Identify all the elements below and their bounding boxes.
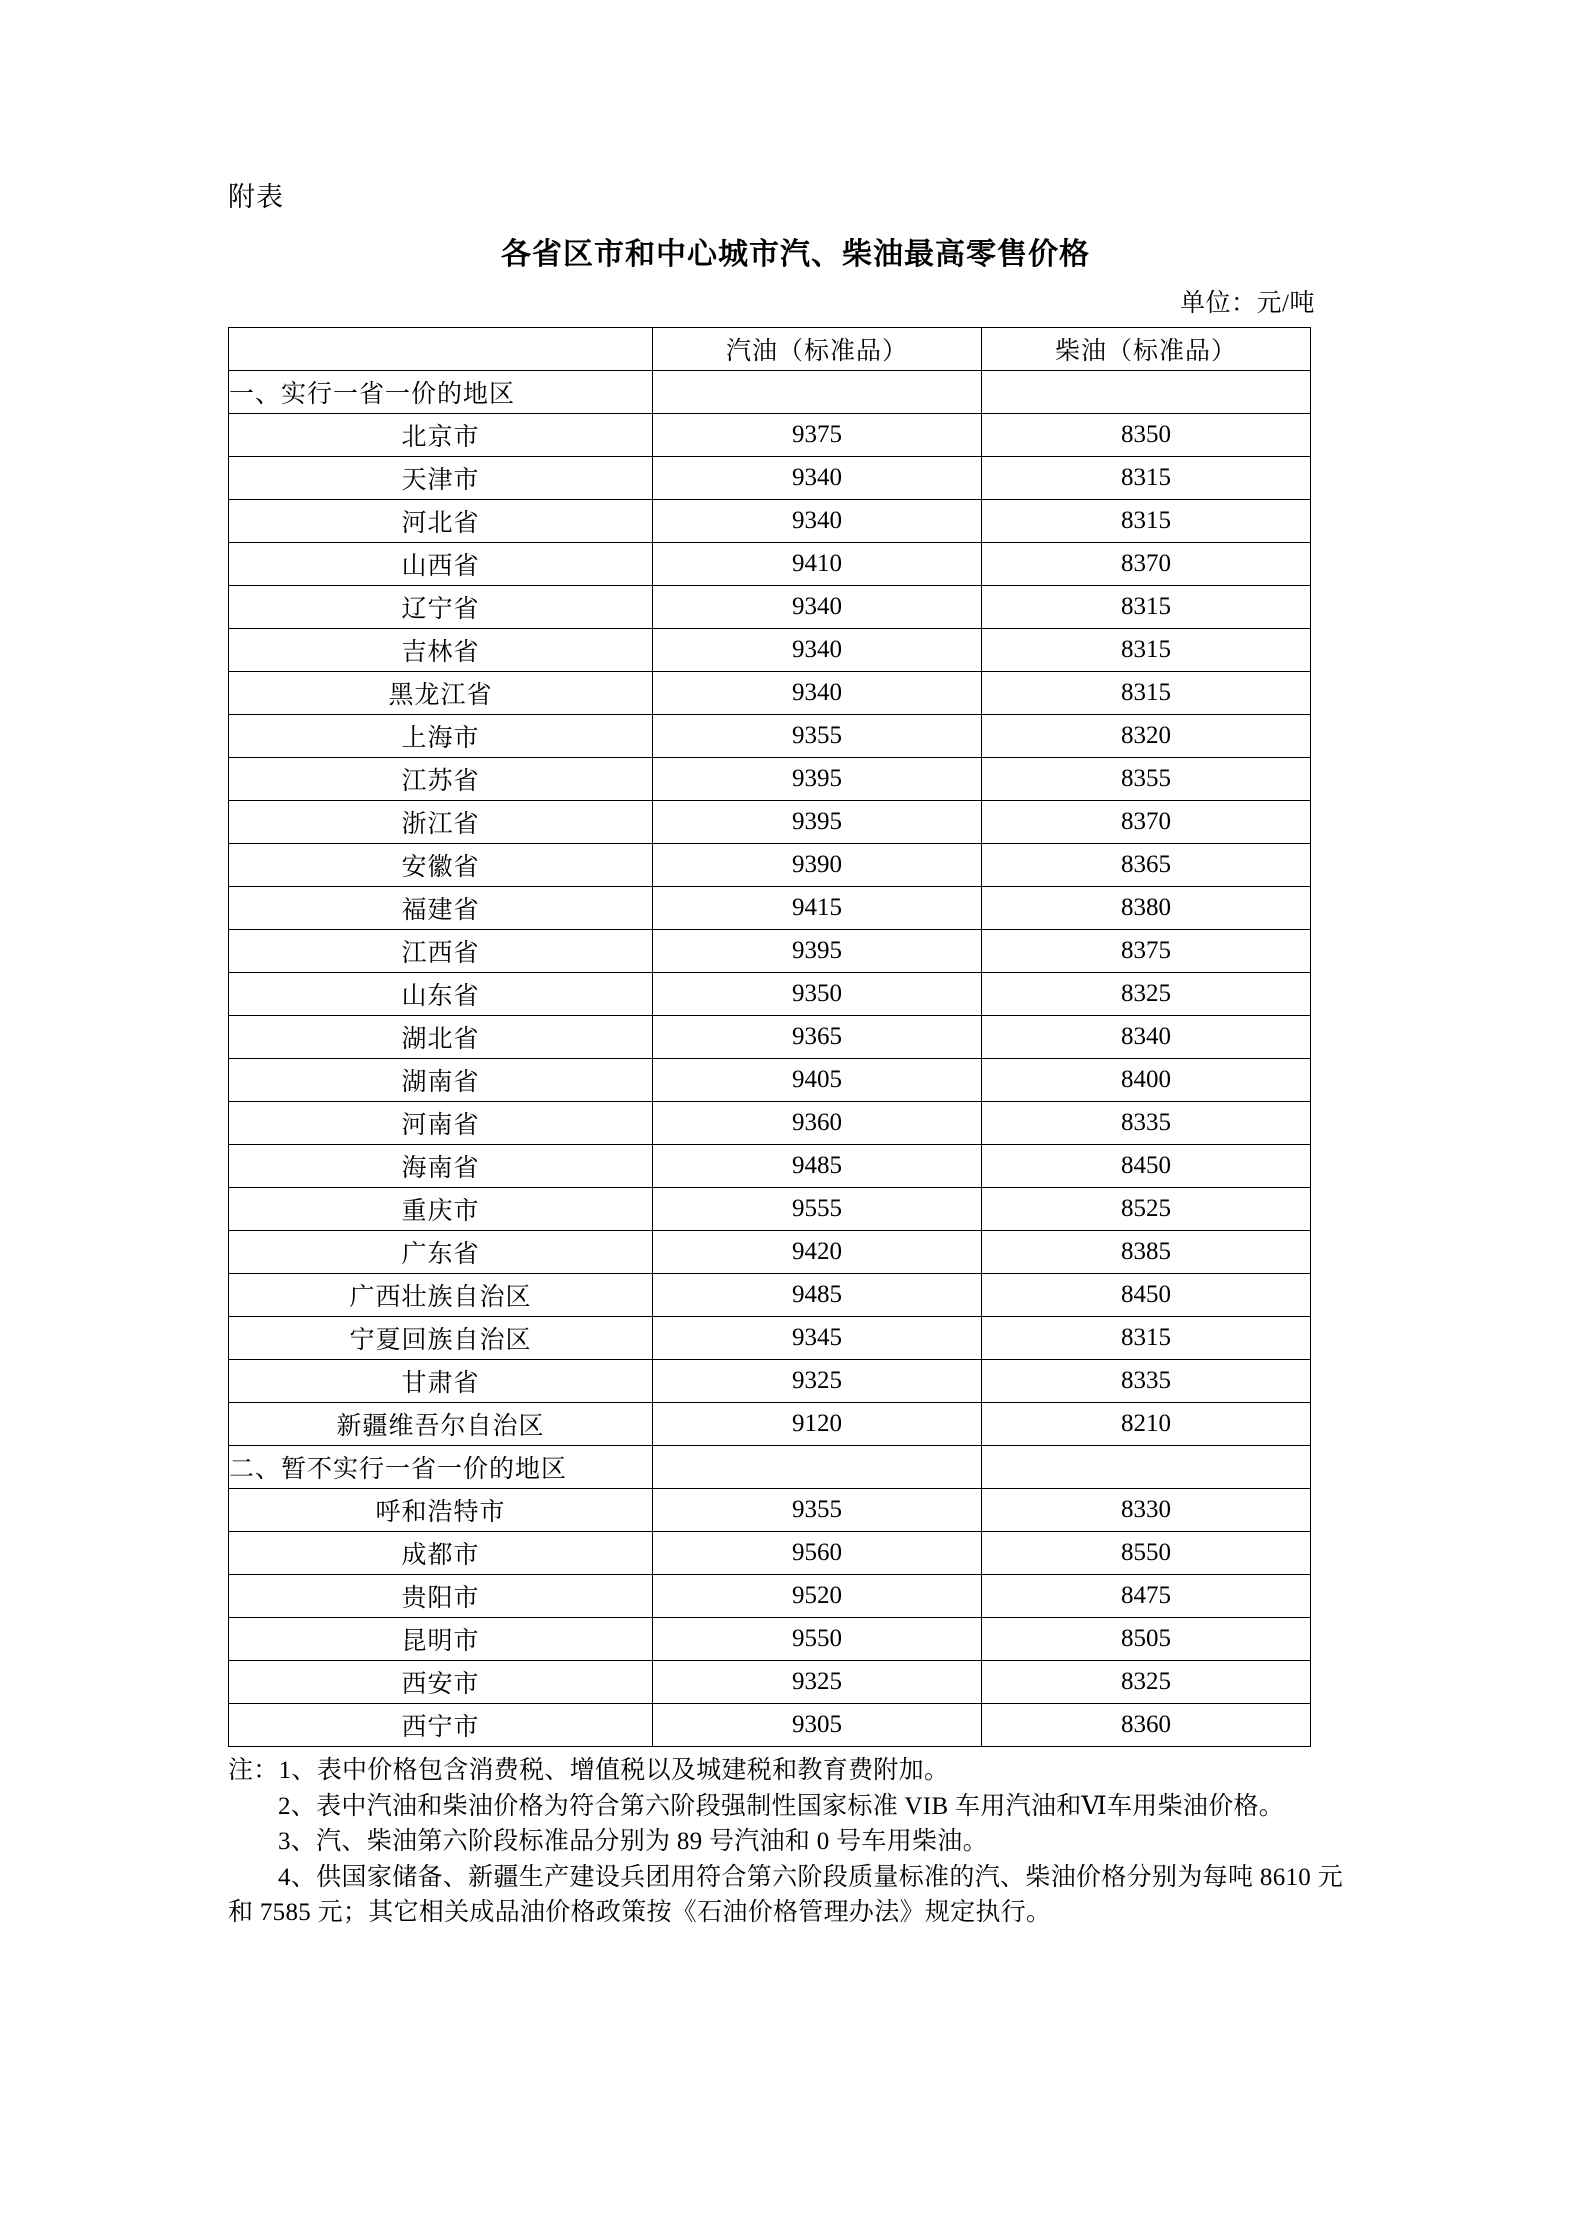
section-empty-cell: [982, 371, 1311, 414]
diesel-price: 8320: [982, 715, 1311, 758]
gasoline-price: 9350: [653, 973, 982, 1016]
table-row: [229, 1231, 1311, 1274]
gasoline-price: 9355: [653, 1489, 982, 1532]
table-section-row: [229, 1446, 1311, 1489]
header-diesel: 柴油（标准品）: [982, 328, 1311, 371]
diesel-price: 8375: [982, 930, 1311, 973]
gasoline-price: 9410: [653, 543, 982, 586]
note-item: 4、供国家储备、新疆生产建设兵团用符合第六阶段质量标准的汽、柴油价格分别为每吨 8610 元和 7585 元；其它相关成品油价格政策按《石油价格管理办法》规定执行。: [228, 1863, 1343, 1927]
gasoline-price: 9550: [653, 1618, 982, 1661]
gasoline-price: 9345: [653, 1317, 982, 1360]
table-row: [229, 887, 1311, 930]
table-row: [229, 973, 1311, 1016]
gasoline-price: 9120: [653, 1403, 982, 1446]
gasoline-price: 9485: [653, 1145, 982, 1188]
note-item: 2、表中汽油和柴油价格为符合第六阶段强制性国家标准 VIB 车用汽油和Ⅵ车用柴油价格。: [278, 1792, 1285, 1820]
diesel-price: 8365: [982, 844, 1311, 887]
note-item: 注：1、表中价格包含消费税、增值税以及城建税和教育费附加。: [228, 1757, 950, 1785]
table-header-row: [229, 328, 1311, 371]
diesel-price: 8315: [982, 672, 1311, 715]
region-name: 湖北省: [229, 1016, 653, 1059]
table-section-row: [229, 371, 1311, 414]
table-row: [229, 1403, 1311, 1446]
table-row: [229, 586, 1311, 629]
region-name: 湖南省: [229, 1059, 653, 1102]
table-row: [229, 715, 1311, 758]
region-name: 上海市: [229, 715, 653, 758]
region-name: 黑龙江省: [229, 672, 653, 715]
table-row: [229, 1532, 1311, 1575]
gasoline-price: 9520: [653, 1575, 982, 1618]
gasoline-price: 9485: [653, 1274, 982, 1317]
table-row: [229, 1102, 1311, 1145]
region-name: 浙江省: [229, 801, 653, 844]
region-name: 河南省: [229, 1102, 653, 1145]
table-row: [229, 1016, 1311, 1059]
table-row: [229, 1059, 1311, 1102]
table-row: [229, 1704, 1311, 1747]
section-title: 一、实行一省一价的地区: [229, 371, 653, 414]
region-name: 宁夏回族自治区: [229, 1317, 653, 1360]
gasoline-price: 9340: [653, 457, 982, 500]
gasoline-price: 9360: [653, 1102, 982, 1145]
gasoline-price: 9340: [653, 672, 982, 715]
region-name: 广东省: [229, 1231, 653, 1274]
region-name: 成都市: [229, 1532, 653, 1575]
diesel-price: 8315: [982, 586, 1311, 629]
gasoline-price: 9375: [653, 414, 982, 457]
table-row: [229, 1661, 1311, 1704]
region-name: 江西省: [229, 930, 653, 973]
region-name: 山东省: [229, 973, 653, 1016]
section-title: 二、暂不实行一省一价的地区: [229, 1446, 653, 1489]
diesel-price: 8315: [982, 457, 1311, 500]
gasoline-price: 9355: [653, 715, 982, 758]
gasoline-price: 9555: [653, 1188, 982, 1231]
region-name: 新疆维吾尔自治区: [229, 1403, 653, 1446]
region-name: 西宁市: [229, 1704, 653, 1747]
table-row: [229, 801, 1311, 844]
region-name: 贵阳市: [229, 1575, 653, 1618]
header-blank: [229, 328, 653, 371]
diesel-price: 8315: [982, 1317, 1311, 1360]
gasoline-price: 9325: [653, 1661, 982, 1704]
gasoline-price: 9405: [653, 1059, 982, 1102]
region-name: 呼和浩特市: [229, 1489, 653, 1532]
note-item: 3、汽、柴油第六阶段标准品分别为 89 号汽油和 0 号车用柴油。: [278, 1828, 988, 1856]
gasoline-price: 9420: [653, 1231, 982, 1274]
table-row: [229, 1489, 1311, 1532]
gasoline-price: 9395: [653, 758, 982, 801]
region-name: 天津市: [229, 457, 653, 500]
diesel-price: 8450: [982, 1145, 1311, 1188]
diesel-price: 8550: [982, 1532, 1311, 1575]
gasoline-price: 9390: [653, 844, 982, 887]
gasoline-price: 9395: [653, 801, 982, 844]
table-row: [229, 758, 1311, 801]
price-table: [228, 327, 1311, 1747]
region-name: 安徽省: [229, 844, 653, 887]
table-row: [229, 844, 1311, 887]
diesel-price: 8355: [982, 758, 1311, 801]
section-empty-cell: [653, 371, 982, 414]
table-row: [229, 1274, 1311, 1317]
table-row: [229, 543, 1311, 586]
gasoline-price: 9340: [653, 586, 982, 629]
table-row: [229, 1360, 1311, 1403]
gasoline-price: 9325: [653, 1360, 982, 1403]
table-row: [229, 457, 1311, 500]
diesel-price: 8340: [982, 1016, 1311, 1059]
region-name: 山西省: [229, 543, 653, 586]
diesel-price: 8370: [982, 543, 1311, 586]
table-row: [229, 500, 1311, 543]
table-row: [229, 1188, 1311, 1231]
region-name: 吉林省: [229, 629, 653, 672]
diesel-price: 8400: [982, 1059, 1311, 1102]
table-row: [229, 1575, 1311, 1618]
region-name: 昆明市: [229, 1618, 653, 1661]
region-name: 重庆市: [229, 1188, 653, 1231]
diesel-price: 8475: [982, 1575, 1311, 1618]
diesel-price: 8350: [982, 414, 1311, 457]
table-row: [229, 672, 1311, 715]
region-name: 广西壮族自治区: [229, 1274, 653, 1317]
gasoline-price: 9415: [653, 887, 982, 930]
diesel-price: 8335: [982, 1102, 1311, 1145]
diesel-price: 8450: [982, 1274, 1311, 1317]
diesel-price: 8315: [982, 629, 1311, 672]
diesel-price: 8385: [982, 1231, 1311, 1274]
diesel-price: 8325: [982, 973, 1311, 1016]
diesel-price: 8315: [982, 500, 1311, 543]
diesel-price: 8325: [982, 1661, 1311, 1704]
notes-block: [228, 1753, 1343, 1931]
table-row: [229, 629, 1311, 672]
diesel-price: 8370: [982, 801, 1311, 844]
unit-label: 单位：元/吨: [1180, 290, 1315, 318]
gasoline-price: 9340: [653, 500, 982, 543]
document-content: [228, 180, 1343, 1931]
region-name: 北京市: [229, 414, 653, 457]
table-row: [229, 1317, 1311, 1360]
gasoline-price: 9340: [653, 629, 982, 672]
gasoline-price: 9395: [653, 930, 982, 973]
region-name: 河北省: [229, 500, 653, 543]
table-row: [229, 1618, 1311, 1661]
page-title: 各省区市和中心城市汽、柴油最高零售价格: [501, 238, 1090, 272]
table-row: [229, 414, 1311, 457]
region-name: 海南省: [229, 1145, 653, 1188]
diesel-price: 8360: [982, 1704, 1311, 1747]
region-name: 福建省: [229, 887, 653, 930]
section-empty-cell: [982, 1446, 1311, 1489]
diesel-price: 8505: [982, 1618, 1311, 1661]
region-name: 西安市: [229, 1661, 653, 1704]
diesel-price: 8380: [982, 887, 1311, 930]
gasoline-price: 9560: [653, 1532, 982, 1575]
region-name: 辽宁省: [229, 586, 653, 629]
section-empty-cell: [653, 1446, 982, 1489]
diesel-price: 8330: [982, 1489, 1311, 1532]
table-row: [229, 930, 1311, 973]
attachment-label: 附表: [228, 182, 284, 212]
diesel-price: 8525: [982, 1188, 1311, 1231]
diesel-price: 8335: [982, 1360, 1311, 1403]
diesel-price: 8210: [982, 1403, 1311, 1446]
region-name: 甘肃省: [229, 1360, 653, 1403]
gasoline-price: 9365: [653, 1016, 982, 1059]
gasoline-price: 9305: [653, 1704, 982, 1747]
table-row: [229, 1145, 1311, 1188]
region-name: 江苏省: [229, 758, 653, 801]
header-gasoline: 汽油（标准品）: [653, 328, 982, 371]
